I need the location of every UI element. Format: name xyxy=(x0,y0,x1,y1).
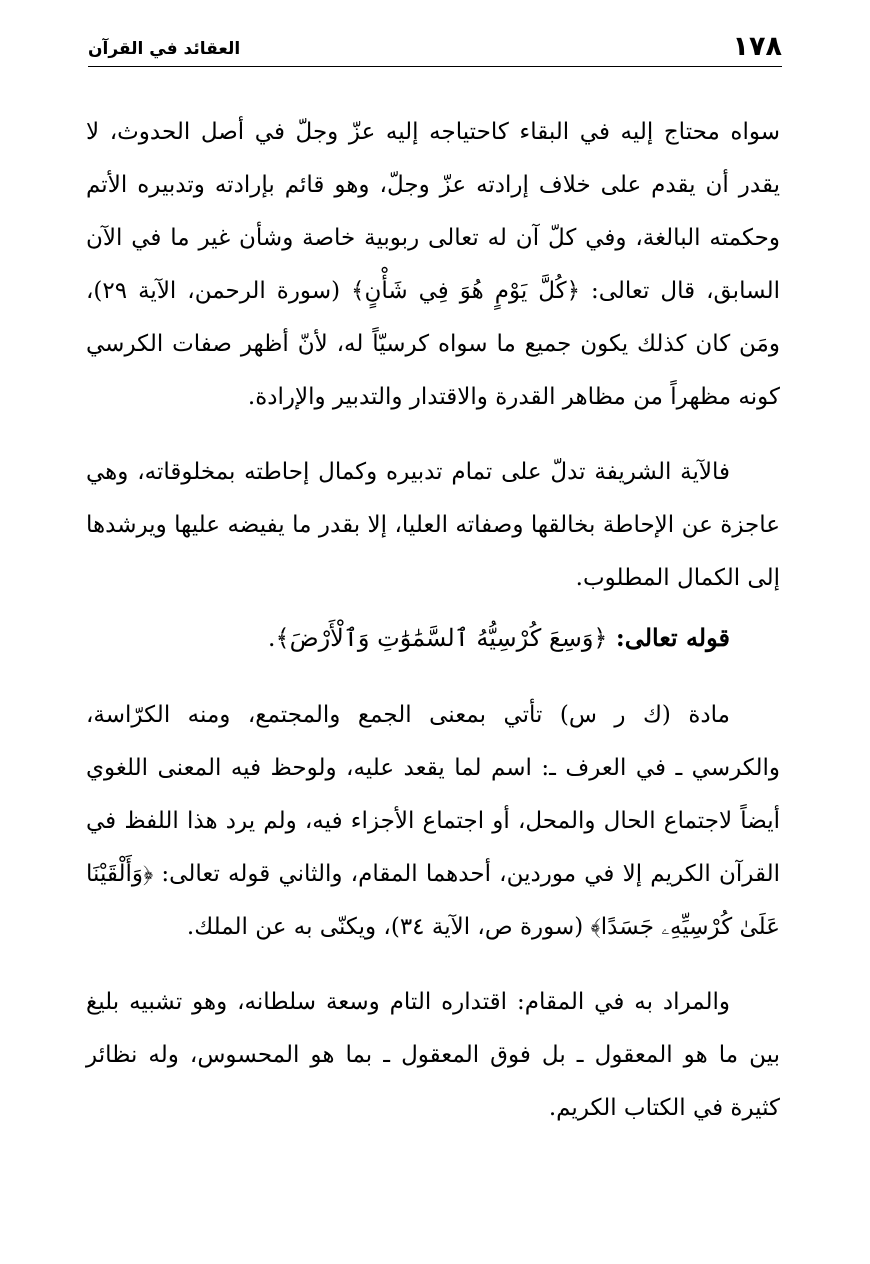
paragraph-spacer xyxy=(86,954,780,976)
paragraph-4: والمراد به في المقام: اقتداره التام وسعة سلطانه، وهو تشبيه بليغ بين ما هو المعقول ـ بل فوق المعقول ـ بما هو المحسوس، وله نظائر كثيرة في الكتاب الكريم. xyxy=(86,989,780,1121)
page-body xyxy=(86,106,780,1135)
verse-heading-suffix: . xyxy=(267,624,276,652)
paragraph-1: سواه محتاج إليه في البقاء كاحتياجه إليه عزّ وجلّ في أصل الحدوث، لا يقدر أن يقدم على خلاف إرادته عزّ وجلّ، وهو قائم بإرادته وتدبيره الأتم وحكمته البالغة، وفي كلّ آن له تعالى ربوبية خاصة وشأن غير ما في الآن السابق، قال تعالى: ﴿كُلَّ يَوْمٍ هُوَ فِي شَأْنٍ﴾ (سورة الرحمن، الآية ٢٩)، ومَن كان كذلك يكون جميع ما سواه كرسيّاً له، لأنّ أظهر صفات الكرسي كونه مظهراً من مظاهر القدرة والاقتدار والتدبير والإرادة. xyxy=(86,119,780,410)
verse-heading-prefix: قوله تعالى: xyxy=(607,623,730,652)
paragraph-2: فالآية الشريفة تدلّ على تمام تدبيره وكمال إحاطته بمخلوقاته، وهي عاجزة عن الإحاطة بخالقها وصفاته العليا، إلا بقدر ما يفيضه عليها ويرشدها إلى الكمال المطلوب. xyxy=(86,459,780,591)
verse-heading xyxy=(86,611,780,665)
paragraph-spacer xyxy=(86,424,780,446)
page-number: ١٧٨ xyxy=(732,31,782,62)
paragraph-3: مادة (ك ر س) تأتي بمعنى الجمع والمجتمع، ومنه الكرّاسة، والكرسي ـ في العرف ـ: اسم لما يقعد عليه، ولوحظ فيه المعنى اللغوي أيضاً لاجتماع الحال والمحل، أو اجتماع الأجزاء فيه، ولم يرد هذا اللفظ في القرآن الكريم إلا في موردين، أحدهما المقام، والثاني قوله تعالى: ﴿وَأَلْقَيْنَا عَلَىٰ كُرْسِيِّهِۦ جَسَدًا﴾ (سورة ص، الآية ٣٤)، ويكنّى به عن الملك. xyxy=(86,702,780,940)
page-header xyxy=(88,30,782,67)
paragraph-spacer xyxy=(86,665,780,689)
running-title: العقائد في القرآن xyxy=(88,39,241,59)
verse-heading-quote: ﴿وَسِعَ كُرْسِيُّهُ ٱلسَّمَٰوَٰتِ وَٱلْأَرْضَ﴾ xyxy=(275,624,608,652)
